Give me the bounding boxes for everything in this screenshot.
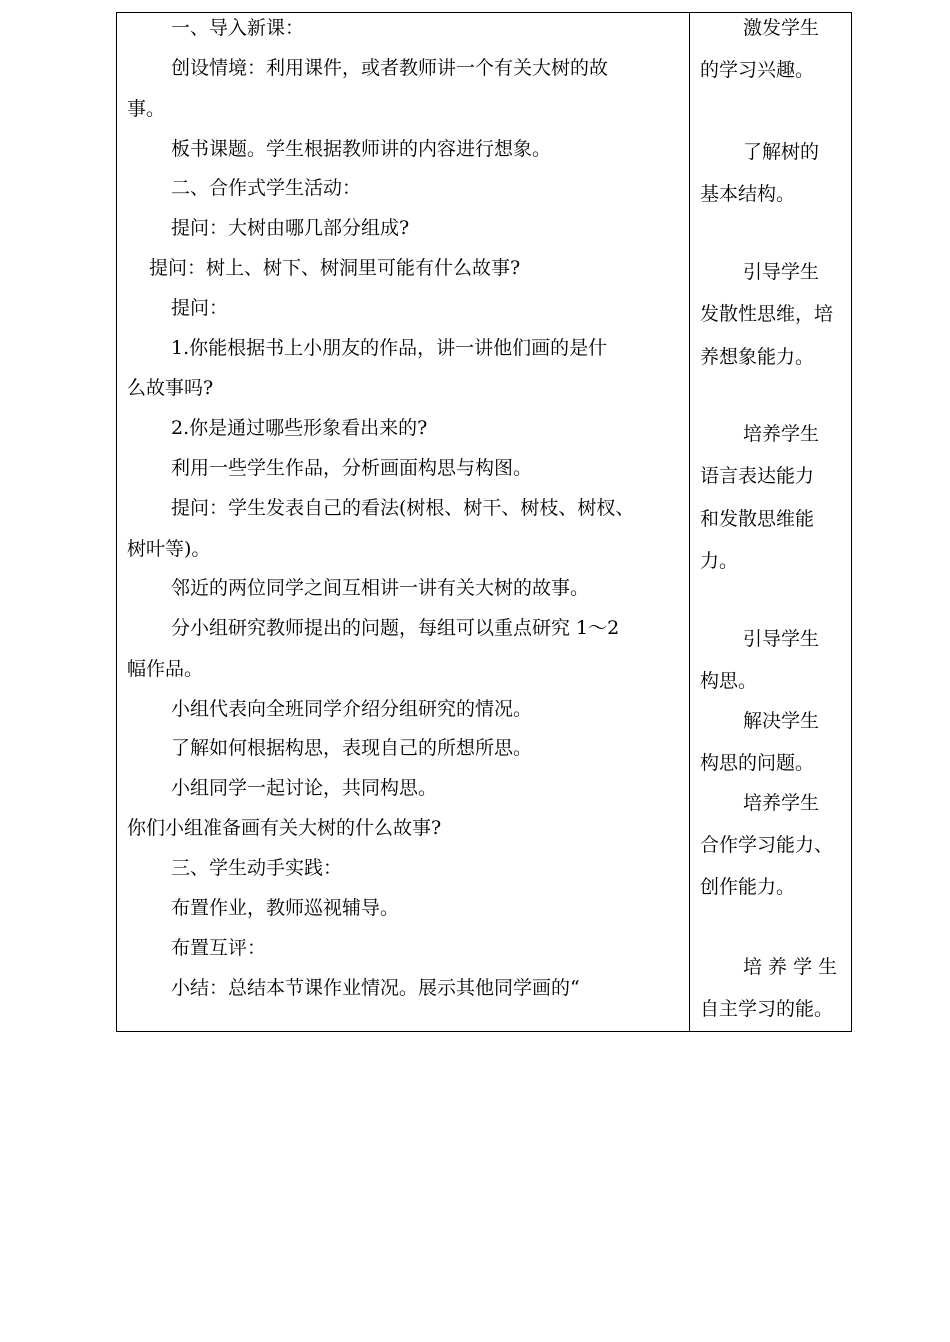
note-line: 引导学生 xyxy=(743,261,820,283)
text-line: 幅作品。 xyxy=(127,658,204,680)
note-line: 构思的问题。 xyxy=(700,752,815,774)
text-line: 了解如何根据构思，表现自己的所想所思。 xyxy=(171,737,533,759)
note-line: 解决学生 xyxy=(743,710,820,732)
note-line: 发散性思维，培 xyxy=(700,303,834,325)
text-line: 分小组研究教师提出的问题，每组可以重点研究 1～2 xyxy=(171,617,620,639)
note-line: 的学习兴趣。 xyxy=(700,59,815,81)
text-line: 利用一些学生作品，分析画面构思与构图。 xyxy=(171,457,533,479)
note-line: 构思。 xyxy=(700,670,758,692)
teaching-process-column xyxy=(117,13,689,1031)
text-line: 提问：学生发表自己的看法(树根、树干、树枝、树杈、 xyxy=(171,497,635,519)
text-line: 二、合作式学生活动： xyxy=(171,177,362,199)
note-line: 养想象能力。 xyxy=(700,346,815,368)
note-line: 自主学习的能。 xyxy=(700,998,834,1020)
text-line: 么故事吗? xyxy=(127,377,214,399)
text-line: 小组代表向全班同学介绍分组研究的情况。 xyxy=(171,698,533,720)
text-line: 板书课题。学生根据教师讲的内容进行想象。 xyxy=(171,138,552,160)
text-line: 你们小组准备画有关大树的什么故事? xyxy=(127,817,442,839)
text-line: 提问：树上、树下、树洞里可能有什么故事? xyxy=(149,257,521,279)
note-line: 和发散思维能 xyxy=(700,508,815,530)
note-line: 语言表达能力 xyxy=(700,465,815,487)
note-line: 合作学习能力、 xyxy=(700,834,834,856)
text-line: 布置互评： xyxy=(171,937,267,959)
text-line: 三、学生动手实践： xyxy=(171,857,343,879)
text-line: 小结：总结本节课作业情况。展示其他同学画的“ xyxy=(171,977,580,999)
note-line: 力。 xyxy=(700,550,739,572)
text-line: 事。 xyxy=(127,98,166,120)
text-line: 创设情境：利用课件，或者教师讲一个有关大树的故 xyxy=(171,57,609,79)
note-line: 培养学生 xyxy=(743,792,820,814)
note-line: 创作能力。 xyxy=(700,876,796,898)
text-line: 1.你能根据书上小朋友的作品，讲一讲他们画的是什 xyxy=(171,337,608,359)
text-line: 小组同学一起讨论，共同构思。 xyxy=(171,777,438,799)
text-line: 提问： xyxy=(171,297,229,319)
text-line: 一、导入新课： xyxy=(171,17,305,39)
text-line: 布置作业，教师巡视辅导。 xyxy=(171,897,400,919)
text-line: 2.你是通过哪些形象看出来的? xyxy=(171,417,428,439)
note-line: 引导学生 xyxy=(743,628,820,650)
note-line: 基本结构。 xyxy=(700,183,796,205)
text-line: 提问：大树由哪几部分组成? xyxy=(171,217,410,239)
text-line: 树叶等)。 xyxy=(127,538,211,560)
note-line: 培 养 学 生 xyxy=(743,956,838,978)
lesson-plan-table xyxy=(116,12,852,1032)
design-intent-column xyxy=(690,13,852,1031)
note-line: 激发学生 xyxy=(743,17,820,39)
note-line: 了解树的 xyxy=(743,141,820,163)
text-line: 邻近的两位同学之间互相讲一讲有关大树的故事。 xyxy=(171,577,590,599)
note-line: 培养学生 xyxy=(743,423,820,445)
